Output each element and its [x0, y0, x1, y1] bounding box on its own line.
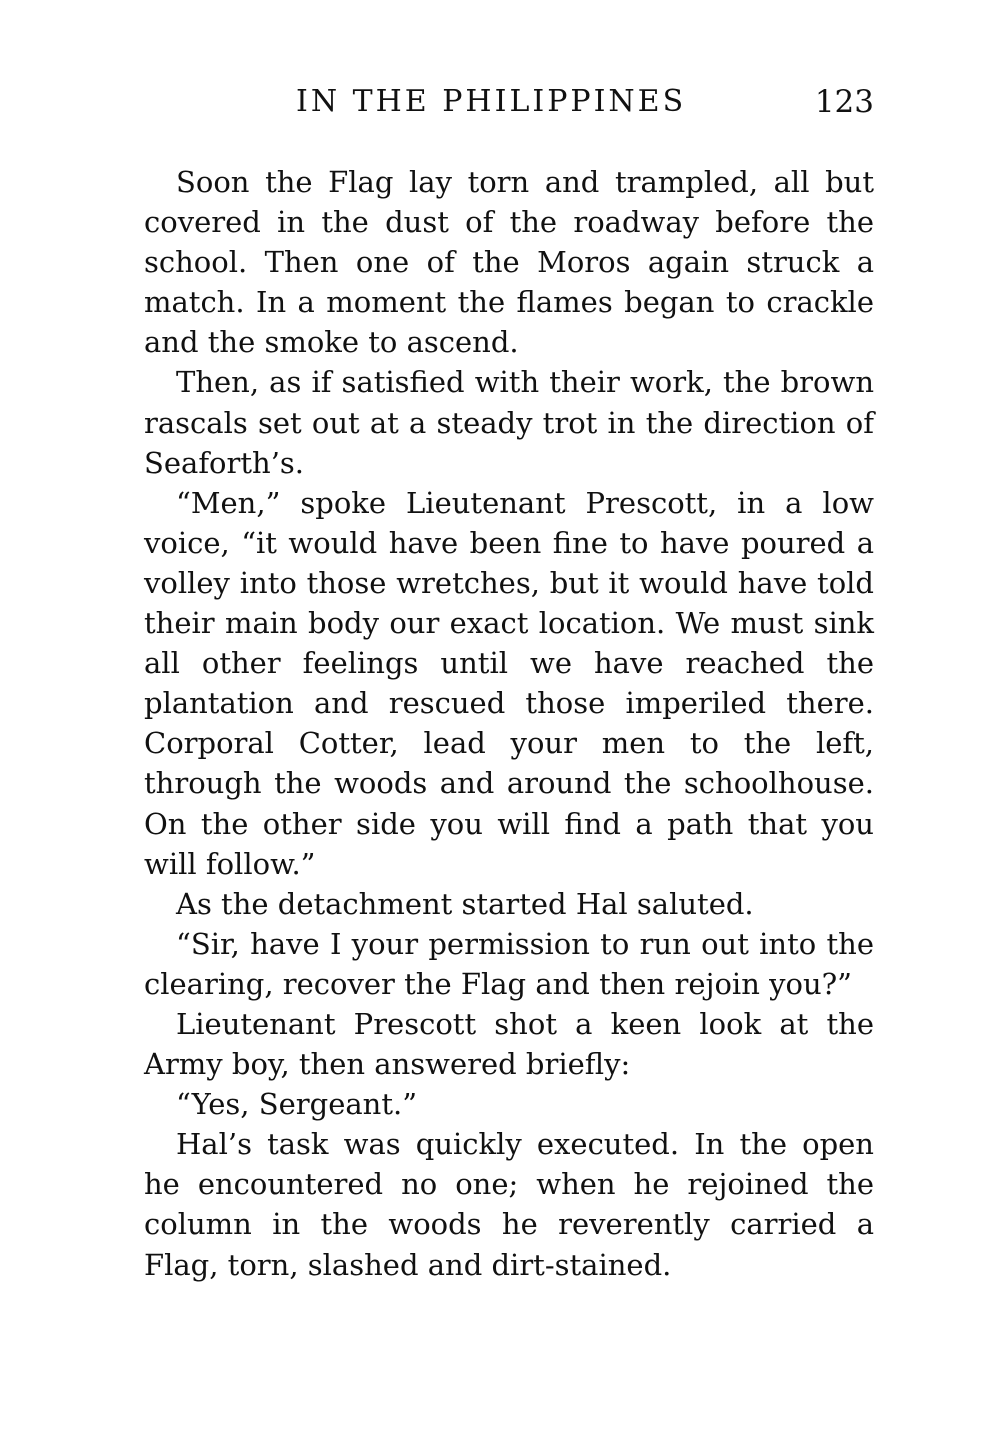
paragraph: Lieutenant Prescott shot a keen look at the Army boy, then answered briefly: [144, 1006, 874, 1082]
running-title: IN THE PHILIPPINES [296, 84, 687, 119]
paragraph: “Men,” spoke Lieutenant Prescott, in a low voice, “it would have been fine to have poured a volley into those wretches, but it would have told their main body our exact location. We must sink all other feelings until we have reached the plantation and rescued those imperiled there. Corporal Cotter, lead your men to the left, through the woods and around the schoolhouse. On the other side you will find a path that you will follow.” [144, 485, 874, 881]
page-number: 123 [814, 84, 874, 120]
paragraph: Soon the Flag lay torn and trampled, all but covered in the dust of the roadway before the school. Then one of the Moros again struck a match. In a moment the flames began to crackle and the smoke to ascend. [144, 165, 874, 360]
body-text [144, 162, 874, 1285]
paragraph: Then, as if satisfied with their work, the brown rascals set out at a steady trot in the direction of Seaforth’s. [144, 365, 874, 480]
paragraph: As the detachment started Hal saluted. [176, 886, 754, 921]
paragraph: “Yes, Sergeant.” [176, 1087, 418, 1122]
paragraph: Hal’s task was quickly executed. In the open he encountered no one; when he rejoined the column in the woods he reverently carried a Flag, torn, slashed and dirt-stained. [144, 1127, 874, 1282]
running-header [144, 80, 874, 124]
paragraph: “Sir, have I your permission to run out into the clearing, recover the Flag and then rejoin you?” [144, 926, 874, 1001]
